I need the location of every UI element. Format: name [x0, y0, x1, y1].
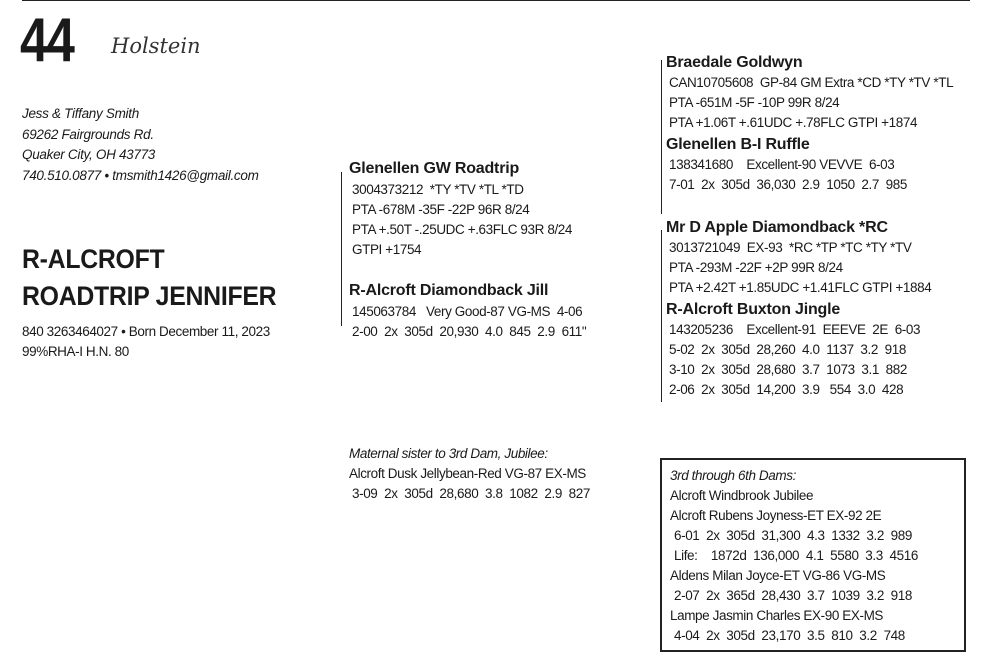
dam-dam-block — [666, 301, 920, 400]
sire-dam-detail-2: 7-01 2x 305d 36,030 2.9 1050 2.7 985 — [669, 177, 908, 192]
pedigree-bracket-dam-sire — [661, 230, 662, 402]
sire-detail-3: PTA +.50T -.25UDC +.63FLC 93R 8/24 — [352, 222, 573, 237]
animal-name — [22, 241, 276, 315]
dams-box-line-7: Lampe Jasmin Charles EX-90 EX-MS — [670, 608, 884, 623]
animal-name-line1: R-ALCROFT — [22, 244, 165, 274]
dam-sire-detail-2: PTA -293M -22F +2P 99R 8/24 — [669, 260, 843, 275]
dam-sire-name: Mr D Apple Diamondback *RC — [666, 219, 888, 236]
pedigree-bracket-sire — [341, 172, 342, 326]
lot-number: 44 — [20, 6, 74, 75]
maternal-sister-heading: Maternal sister to 3rd Dam, Jubilee: — [349, 446, 548, 461]
dam-detail-1: 145063784 Very Good-87 VG-MS 4-06 — [352, 304, 583, 319]
consignor-contact: 740.510.0877 • tmsmith1426@gmail.com — [22, 167, 259, 183]
consignor-city: Quaker City, OH 43773 — [22, 147, 156, 162]
dams-box — [660, 458, 966, 652]
breed-label: Holstein — [111, 34, 201, 58]
dam-dam-detail-1: 143205236 Excellent-91 EEEVE 2E 6-03 — [669, 322, 921, 337]
sire-dam-block — [666, 136, 907, 195]
dams-box-line-3: 6-01 2x 305d 31,300 4.3 1332 3.2 989 — [674, 528, 913, 543]
sire-sire-detail-2: PTA -651M -5F -10P 99R 8/24 — [669, 95, 840, 110]
sire-sire-block — [666, 54, 953, 133]
sire-detail-4: GTPI +1754 — [352, 242, 422, 257]
animal-registration — [22, 322, 270, 362]
dam-detail-2: 2-00 2x 305d 20,930 4.0 845 2.9 611" — [352, 324, 587, 339]
dam-block — [349, 282, 586, 342]
animal-name-line2: ROADTRIP JENNIFER — [22, 281, 277, 311]
sire-block — [349, 160, 572, 260]
top-rule — [22, 0, 970, 1]
sire-sire-name: Braedale Goldwyn — [666, 54, 803, 71]
dam-sire-block — [666, 219, 931, 298]
sire-detail-1: 3004373212 *TY *TV *TL *TD — [352, 182, 524, 197]
consignor-name: Jess & Tiffany Smith — [22, 106, 139, 121]
dams-box-line-4: Life: 1872d 136,000 4.1 5580 3.3 4516 — [674, 548, 918, 563]
sire-detail-2: PTA -678M -35F -22P 96R 8/24 — [352, 202, 530, 217]
dam-sire-detail-3: PTA +2.42T +1.85UDC +1.41FLC GTPI +1884 — [669, 280, 932, 295]
sire-name: Glenellen GW Roadtrip — [349, 160, 520, 177]
dam-dam-name: R-Alcroft Buxton Jingle — [666, 301, 841, 318]
pedigree-bracket-sire-sire — [661, 60, 662, 214]
sire-sire-detail-3: PTA +1.06T +.61UDC +.78FLC GTPI +1874 — [669, 115, 918, 130]
consignor-info — [22, 104, 259, 186]
maternal-sister-block — [349, 444, 590, 504]
dam-dam-detail-4: 2-06 2x 305d 14,200 3.9 554 3.0 428 — [669, 382, 904, 397]
dam-dam-detail-3: 3-10 2x 305d 28,680 3.7 1073 3.1 882 — [669, 362, 908, 377]
sire-dam-detail-1: 138341680 Excellent-90 VEVVE 6-03 — [669, 157, 895, 172]
consignor-address: 69262 Fairgrounds Rd. — [22, 126, 154, 142]
maternal-sister-name: Alcroft Dusk Jellybean-Red VG-87 EX-MS — [349, 466, 586, 481]
registration-line: 840 3263464027 • Born December 11, 2023 — [22, 324, 270, 339]
dams-box-line-8: 4-04 2x 305d 23,170 3.5 810 3.2 748 — [674, 628, 905, 643]
dams-box-line-5: Aldens Milan Joyce-ET VG-86 VG-MS — [670, 568, 886, 583]
sire-dam-name: Glenellen B-I Ruffle — [666, 136, 810, 153]
dams-box-line-2: Alcroft Rubens Joyness-ET EX-92 2E — [670, 508, 882, 523]
dams-box-line-6: 2-07 2x 365d 28,430 3.7 1039 3.2 918 — [674, 588, 913, 603]
dam-dam-detail-2: 5-02 2x 305d 28,260 4.0 1137 3.2 918 — [669, 342, 906, 357]
sire-sire-detail-1: CAN10705608 GP-84 GM Extra *CD *TY *TV *TL — [669, 75, 954, 90]
maternal-sister-record: 3-09 2x 305d 28,680 3.8 1082 2.9 827 — [352, 486, 591, 501]
dams-box-line-1: Alcroft Windbrook Jubilee — [670, 488, 814, 503]
rha-line: 99%RHA-I H.N. 80 — [22, 344, 129, 359]
dam-sire-detail-1: 3013721049 EX-93 *RC *TP *TC *TY *TV — [669, 240, 912, 255]
dam-name: R-Alcroft Diamondback Jill — [349, 282, 549, 299]
dams-box-heading: 3rd through 6th Dams: — [670, 468, 796, 483]
